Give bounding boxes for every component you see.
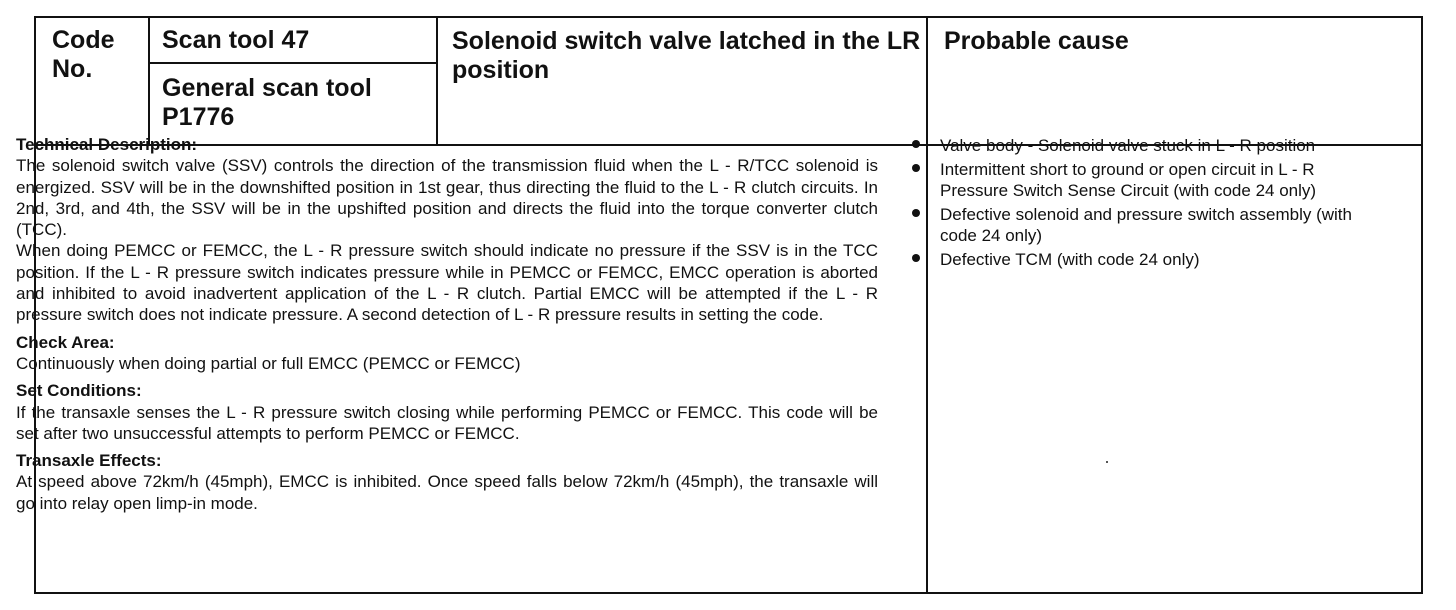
check-area-section	[16, 332, 878, 375]
probable-cause-list	[906, 135, 1376, 270]
list-item: Intermittent short to ground or open circuit in L - R Pressure Switch Sense Circuit (with code 24 only)	[906, 159, 1376, 202]
technical-description-text: The solenoid switch valve (SSV) controls the direction of the transmission fluid when the L - R/TCC solenoid is energized. SSV will be in the downshifted position in 1st gear, thus directing the fluid to the L - R clutch circuits. In 2nd, 3rd, and 4th, the SSV will be in the upshifted position and directs the fluid into the torque converter clutch (TCC).	[16, 156, 878, 240]
check-area-text: Continuously when doing partial or full EMCC (PEMCC or FEMCC)	[16, 353, 521, 373]
bullet-icon	[912, 254, 920, 262]
transaxle-effects-text: At speed above 72km/h (45mph), EMCC is inhibited. Once speed falls below 72km/h (45mph), the transaxle will go into relay open limp-in mode.	[16, 472, 878, 513]
section-heading: Transaxle Effects:	[16, 451, 162, 471]
divider	[148, 18, 150, 144]
probable-cause-heading: Probable cause	[944, 27, 1129, 55]
code-no-heading: Code No.	[52, 26, 115, 83]
technical-description-text: When doing PEMCC or FEMCC, the L - R pressure switch should indicate no pressure if the SSV is in the TCC position. If the L - R pressure switch indicates pressure while in PEMCC or FEMCC, EMCC operation is aborted and inhibited to avoid inadvertent application of the L - R clutch. Partial EMCC will be attempted if the L - R pressure switch does not indicate pressure. A second detection of L - R pressure results in setting the code.	[16, 241, 878, 325]
set-conditions-section	[16, 380, 878, 444]
list-item: Valve body - Solenoid valve stuck in L - R position	[906, 135, 1376, 157]
divider	[926, 18, 928, 144]
bullet-icon	[912, 164, 920, 172]
bullet-icon	[912, 140, 920, 148]
set-conditions-text: If the transaxle senses the L - R pressure switch closing while performing PEMCC or FEMCC. This code will be set after two unsuccessful attempts to perform PEMCC or FEMCC.	[16, 402, 878, 443]
technical-description-section	[16, 134, 878, 326]
scan-tool-code: Scan tool 47	[162, 26, 310, 54]
section-heading: Technical Description:	[16, 135, 198, 154]
table-header	[36, 18, 1421, 146]
bullet-icon	[912, 209, 920, 217]
description-column	[16, 134, 878, 520]
section-heading: Set Conditions:	[16, 381, 142, 401]
section-heading: Check Area:	[16, 332, 115, 352]
general-scan-tool-code: General scan tool P1776	[162, 74, 372, 131]
list-item: Defective solenoid and pressure switch assembly (with code 24 only)	[906, 204, 1376, 247]
probable-cause-column	[906, 135, 1376, 272]
fault-title: Solenoid switch valve latched in the LR position	[452, 27, 921, 84]
list-item: Defective TCM (with code 24 only)	[906, 249, 1376, 271]
divider	[436, 18, 438, 144]
transaxle-effects-section	[16, 450, 878, 514]
scan-speck	[1106, 461, 1108, 463]
divider	[148, 62, 438, 64]
